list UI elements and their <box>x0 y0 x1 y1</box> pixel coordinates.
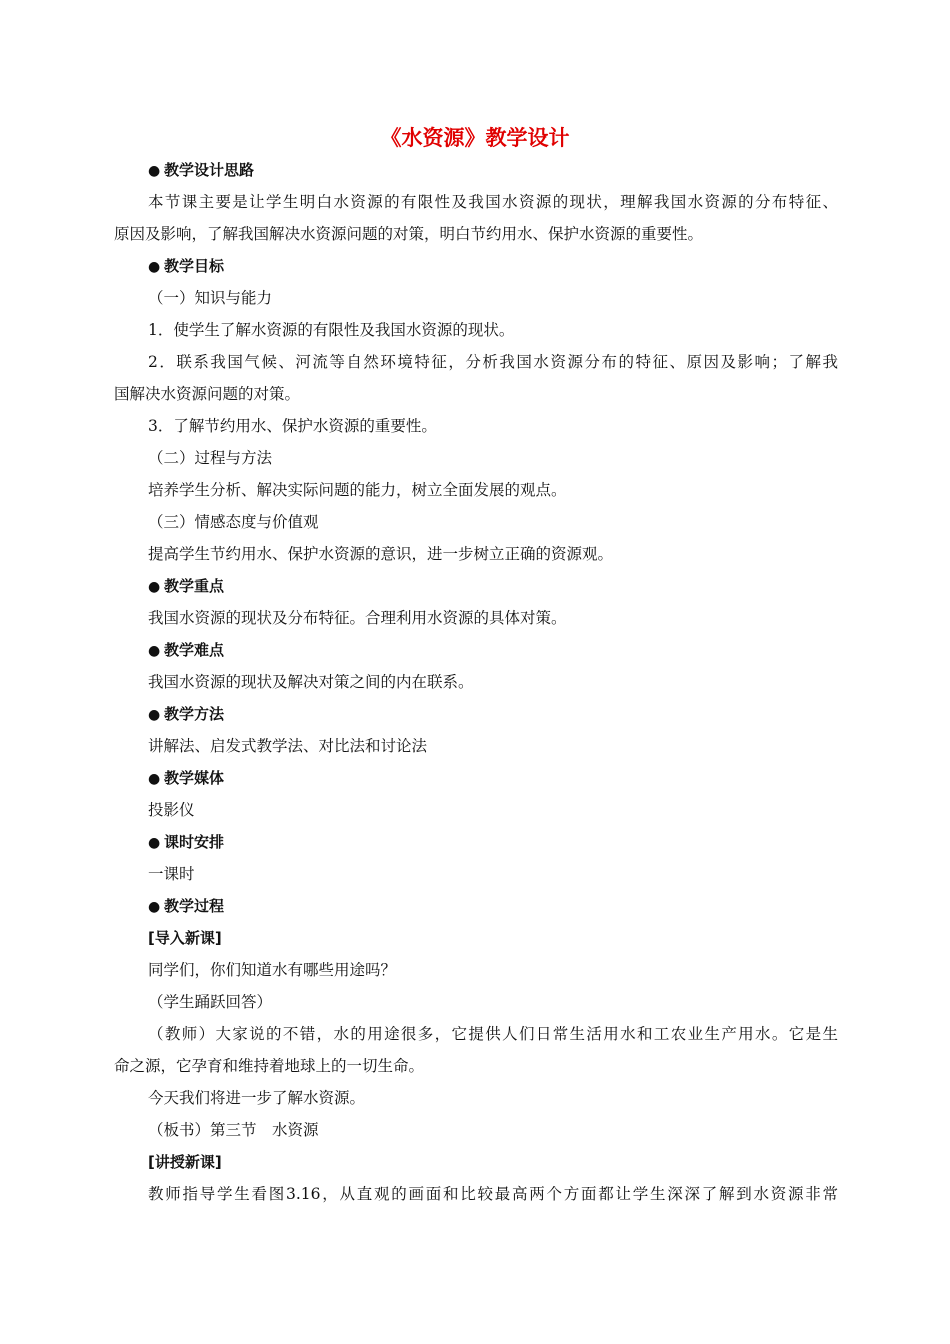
objectives-item-1: 1．使学生了解水资源的有限性及我国水资源的现状。 <box>148 321 515 339</box>
process-teacher-line-2: 命之源，它孕育和维持着地球上的一切生命。 <box>114 1057 425 1075</box>
process-teacher-line-1: （教师）大家说的不错，水的用途很多，它提供人们日常生活用水和工农业生产用水。它是生 <box>148 1025 838 1043</box>
design-idea-text-line-1: 本节课主要是让学生明白水资源的有限性及我国水资源的现状，理解我国水资源的分布特征、 <box>148 193 838 211</box>
difficulties-text: 我国水资源的现状及解决对策之间的内在联系。 <box>148 673 474 691</box>
bullet-icon: ● <box>148 835 161 851</box>
objectives-item-3: 3．了解节约用水、保护水资源的重要性。 <box>148 417 437 435</box>
heading-methods: ● 教学方法 <box>148 698 838 730</box>
bullet-icon: ● <box>148 643 161 659</box>
objectives-item-2-line-2: 国解决水资源问题的对策。 <box>114 385 301 403</box>
heading-difficulties: ● 教学难点 <box>148 634 838 666</box>
process-new-lesson-heading: [讲授新课] <box>148 1153 222 1171</box>
bullet-icon: ● <box>148 579 161 595</box>
heading-media: ● 教学媒体 <box>148 762 838 794</box>
methods-text: 讲解法、启发式教学法、对比法和讨论法 <box>148 737 428 755</box>
bullet-icon: ● <box>148 707 161 723</box>
process-intro-answer: （学生踊跃回答） <box>148 993 273 1011</box>
schedule-text: 一课时 <box>148 865 195 883</box>
heading-design-idea: ● 教学设计思路 <box>148 154 838 186</box>
objectives-subheading-knowledge: （一）知识与能力 <box>148 289 273 307</box>
bullet-icon: ● <box>148 771 161 787</box>
bullet-icon: ● <box>148 259 161 275</box>
heading-schedule: ● 课时安排 <box>148 826 838 858</box>
objectives-subheading-process: （二）过程与方法 <box>148 449 273 467</box>
heading-process: ● 教学过程 <box>148 890 838 922</box>
key-points-text: 我国水资源的现状及分布特征。合理利用水资源的具体对策。 <box>148 609 567 627</box>
process-intro-heading: [导入新课] <box>148 929 222 947</box>
objectives-process-text: 培养学生分析、解决实际问题的能力，树立全面发展的观点。 <box>148 481 567 499</box>
design-idea-text-line-2: 原因及影响，了解我国解决水资源问题的对策，明白节约用水、保护水资源的重要性。 <box>114 225 704 243</box>
bullet-icon: ● <box>148 899 161 915</box>
objectives-subheading-attitude: （三）情感态度与价值观 <box>148 513 319 531</box>
bullet-icon: ● <box>148 163 161 179</box>
heading-objectives: ● 教学目标 <box>148 250 838 282</box>
process-intro-question: 同学们，你们知道水有哪些用途吗？ <box>148 961 397 979</box>
objectives-item-2-line-1: 2．联系我国气候、河流等自然环境特征，分析我国水资源分布的特征、原因及影响；了解我 <box>148 353 838 371</box>
process-board-text: （板书）第三节 水资源 <box>148 1121 319 1139</box>
process-today-text: 今天我们将进一步了解水资源。 <box>148 1089 366 1107</box>
heading-key-points: ● 教学重点 <box>148 570 838 602</box>
objectives-attitude-text: 提高学生节约用水、保护水资源的意识，进一步树立正确的资源观。 <box>148 545 614 563</box>
media-text: 投影仪 <box>148 801 195 819</box>
document-title: 《水资源》教学设计 <box>380 125 570 150</box>
process-new-lesson-line-1: 教师指导学生看图3.16，从直观的画面和比较最高两个方面都让学生深深了解到水资源非常 <box>148 1185 838 1203</box>
